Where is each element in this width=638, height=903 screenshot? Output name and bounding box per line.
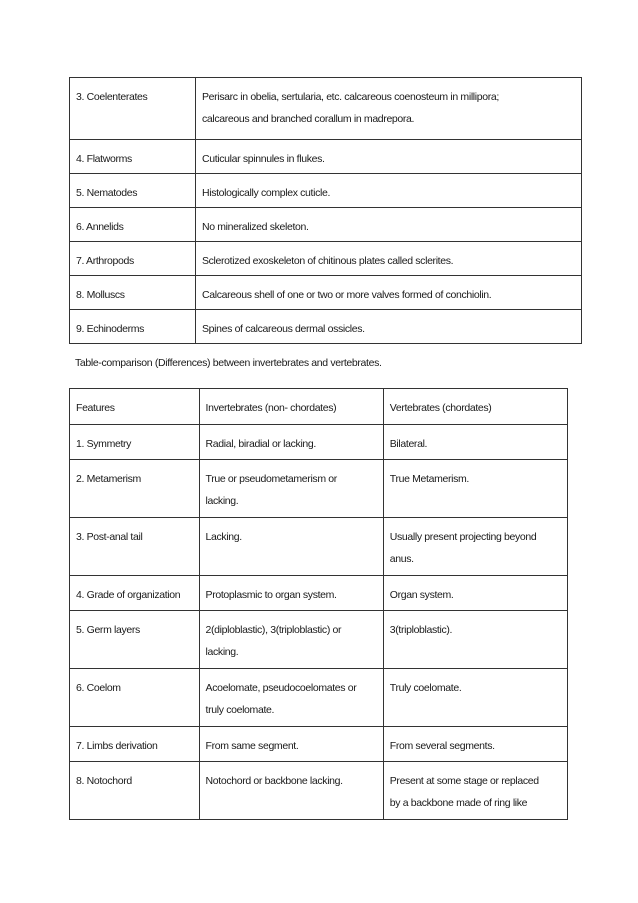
feature-cell: 8. Notochord <box>70 762 200 820</box>
header-cell-invertebrates: Invertebrates (non- chordates) <box>199 389 383 425</box>
table-row <box>70 518 568 576</box>
feature-cell: 2. Metamerism <box>70 460 200 518</box>
skeleton-comparison-table <box>69 77 582 344</box>
header-cell-vertebrates: Vertebrates (chordates) <box>383 389 567 425</box>
group-cell: 5. Nematodes <box>70 174 196 208</box>
description-cell: No mineralized skeleton. <box>196 208 582 242</box>
vertebrates-cell: 3(triploblastic). <box>383 611 567 669</box>
table-row <box>70 611 568 669</box>
table-row <box>70 208 582 242</box>
table-row <box>70 762 568 820</box>
table-row <box>70 727 568 762</box>
vertebrates-cell: From several segments. <box>383 727 567 762</box>
description-cell: Histologically complex cuticle. <box>196 174 582 208</box>
vertebrates-cell: Present at some stage or replaced by a backbone made of ring like <box>383 762 567 820</box>
table-caption: Table-comparison (Differences) between invertebrates and vertebrates. <box>75 357 382 369</box>
table-row <box>70 174 582 208</box>
table-row <box>70 460 568 518</box>
invertebrates-cell: True or pseudometamerism or lacking. <box>199 460 383 518</box>
group-cell: 6. Annelids <box>70 208 196 242</box>
feature-cell: 4. Grade of organization <box>70 576 200 611</box>
description-cell: Perisarc in obelia, sertularia, etc. calcareous coenosteum in millipora; calcareous and branched corallum in madrepora. <box>196 78 582 140</box>
group-cell: 7. Arthropods <box>70 242 196 276</box>
group-cell: 3. Coelenterates <box>70 78 196 140</box>
group-cell: 9. Echinoderms <box>70 310 196 344</box>
table-row <box>70 140 582 174</box>
invertebrates-cell: Acoelomate, pseudocoelomates or truly coelomate. <box>199 669 383 727</box>
table-row <box>70 310 582 344</box>
vertebrates-cell: True Metamerism. <box>383 460 567 518</box>
table-row <box>70 242 582 276</box>
feature-cell: 3. Post-anal tail <box>70 518 200 576</box>
invertebrates-cell: Lacking. <box>199 518 383 576</box>
table-row <box>70 576 568 611</box>
description-cell: Spines of calcareous dermal ossicles. <box>196 310 582 344</box>
group-cell: 4. Flatworms <box>70 140 196 174</box>
invertebrates-cell: 2(diploblastic), 3(triploblastic) or lacking. <box>199 611 383 669</box>
feature-cell: 7. Limbs derivation <box>70 727 200 762</box>
feature-cell: 1. Symmetry <box>70 425 200 460</box>
table-row <box>70 425 568 460</box>
invertebrates-vs-vertebrates-table <box>69 388 568 820</box>
description-cell: Sclerotized exoskeleton of chitinous plates called sclerites. <box>196 242 582 276</box>
table-row <box>70 669 568 727</box>
vertebrates-cell: Truly coelomate. <box>383 669 567 727</box>
table-header-row <box>70 389 568 425</box>
description-cell: Cuticular spinnules in flukes. <box>196 140 582 174</box>
vertebrates-cell: Organ system. <box>383 576 567 611</box>
invertebrates-cell: From same segment. <box>199 727 383 762</box>
header-cell-features: Features <box>70 389 200 425</box>
group-cell: 8. Molluscs <box>70 276 196 310</box>
description-cell: Calcareous shell of one or two or more valves formed of conchiolin. <box>196 276 582 310</box>
vertebrates-cell: Bilateral. <box>383 425 567 460</box>
vertebrates-cell: Usually present projecting beyond anus. <box>383 518 567 576</box>
table-row <box>70 78 582 140</box>
table-row <box>70 276 582 310</box>
invertebrates-cell: Notochord or backbone lacking. <box>199 762 383 820</box>
invertebrates-cell: Protoplasmic to organ system. <box>199 576 383 611</box>
feature-cell: 6. Coelom <box>70 669 200 727</box>
feature-cell: 5. Germ layers <box>70 611 200 669</box>
invertebrates-cell: Radial, biradial or lacking. <box>199 425 383 460</box>
